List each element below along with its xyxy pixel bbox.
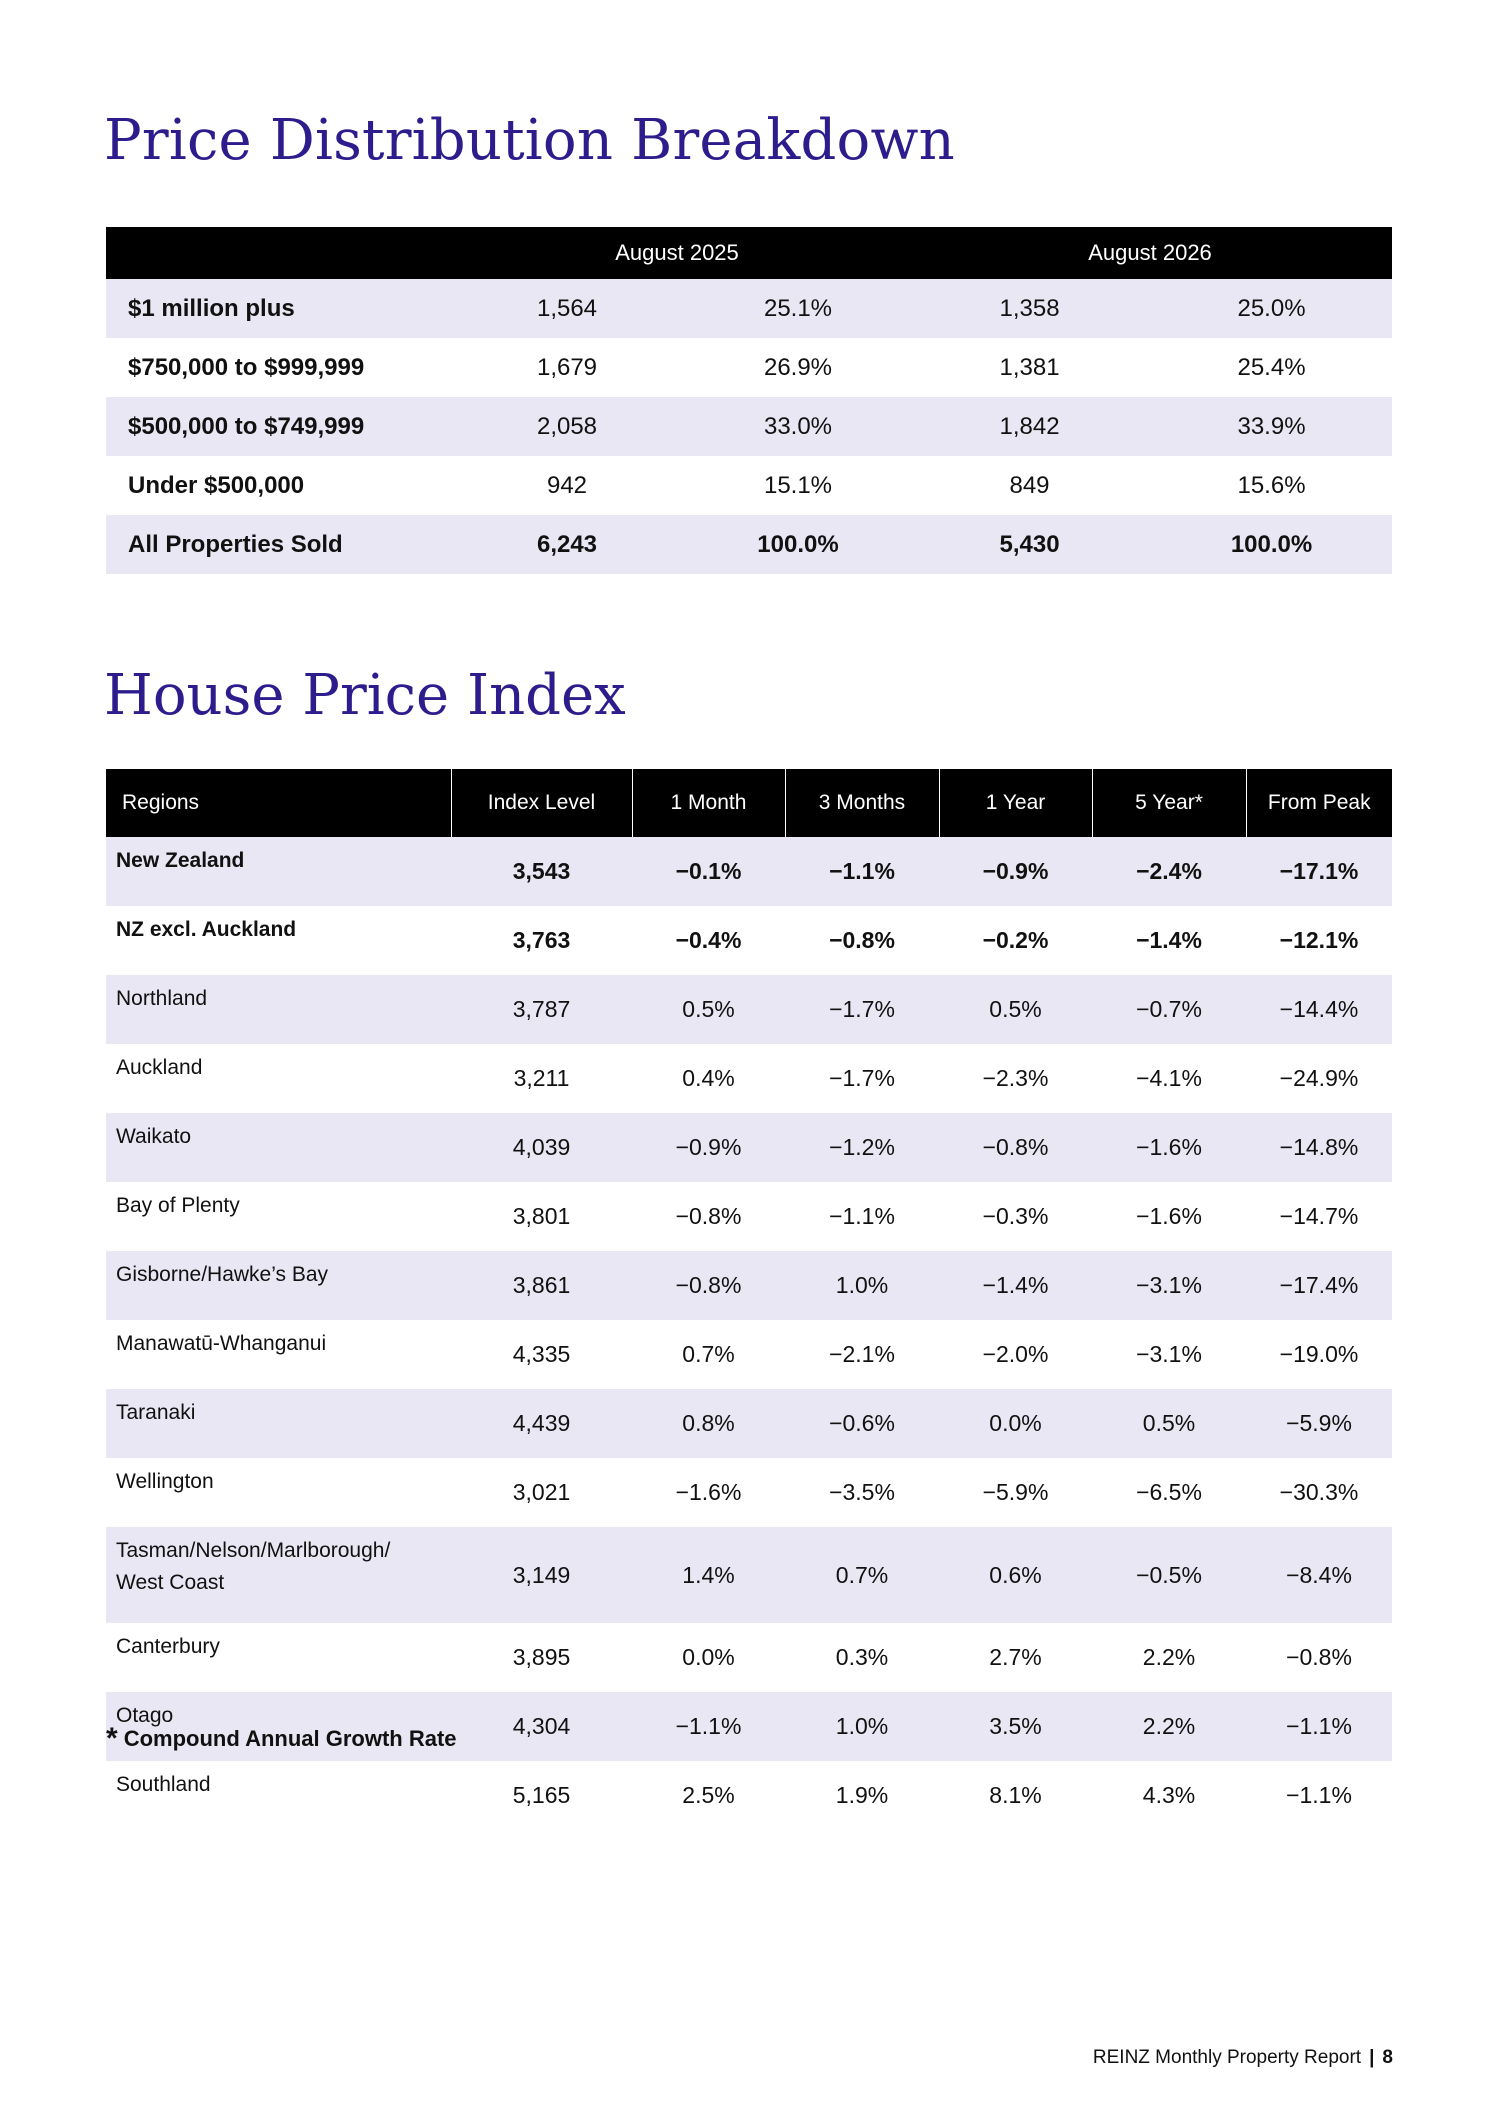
region-name-line: Bay of Plenty [116,1194,240,1217]
index-level: 4,439 [451,1389,632,1458]
share-period-1: 33.0% [688,397,908,456]
change-5-year: −6.5% [1136,1479,1202,1505]
region-name [106,837,451,906]
region-name [106,1113,451,1182]
index-level: 3,149 [451,1527,632,1623]
change-1-year: 0.5% [939,975,1092,1044]
change-5-year: −1.6% [1136,1203,1202,1229]
change-from-peak: −8.4% [1246,1527,1392,1623]
table-row [106,1251,1392,1320]
count-period-2: 1,381 [999,353,1060,381]
index-level: 4,039 [451,1113,632,1182]
change-1-month: 0.4% [682,1065,735,1091]
change-3-months: −2.1% [829,1341,895,1367]
change-1-year: 8.1% [989,1782,1042,1808]
change-from-peak: −14.7% [1279,1203,1359,1229]
share-period-2: 25.4% [1237,353,1306,381]
table-row [106,837,1392,906]
table-row [106,279,1392,338]
share-period-1: 100.0% [688,515,908,574]
change-5-year: 4.3% [1142,1782,1196,1808]
change-1-year: −0.8% [939,1113,1092,1182]
table-row [106,1527,1392,1623]
region-name-line: Auckland [116,1056,203,1079]
count-period-1: 2,058 [446,397,688,456]
index-level: 3,787 [451,975,632,1044]
change-1-year: −0.3% [982,1203,1049,1229]
index-level: 3,021 [512,1479,571,1505]
share-period-1: 26.9% [763,353,833,381]
change-1-year: −1.4% [939,1251,1092,1320]
region-name-line: Gisborne/Hawke’s Bay [116,1263,329,1286]
region-name-line: New Zealand [116,849,245,872]
region-name-line: Otago [116,1704,174,1727]
page-footer [1093,2047,1393,2069]
footnote [106,1722,457,1756]
table-row [106,1044,1392,1113]
header-1-month: 1 Month [632,769,785,837]
change-5-year: 2.2% [1092,1692,1246,1761]
share-period-1: 25.1% [688,279,908,338]
change-3-months: −1.1% [785,837,939,906]
table-row [106,515,1392,574]
table-row [106,1320,1392,1389]
index-level: 3,543 [451,837,632,906]
change-1-month: 0.7% [682,1341,735,1367]
count-period-2: 5,430 [908,515,1151,574]
change-1-year: 0.6% [939,1527,1092,1623]
change-from-peak: −5.9% [1246,1389,1392,1458]
header-3-months: 3 Months [785,769,939,837]
table-row [106,1761,1392,1830]
share-period-2: 100.0% [1151,515,1392,574]
change-3-months: 1.9% [835,1782,889,1808]
footnote-asterisk: * [106,1722,118,1755]
header-regions: Regions [106,769,451,837]
change-from-peak: −19.0% [1279,1341,1359,1367]
change-5-year: −0.7% [1092,975,1246,1044]
region-name-line-2: West Coast [116,1571,225,1594]
region-name [106,1251,451,1320]
price-band-label: Under $500,000 [128,471,305,499]
region-name-line: NZ excl. Auckland [116,918,297,941]
count-period-1: 6,243 [446,515,688,574]
index-level: 5,165 [512,1782,571,1808]
header-1-year: 1 Year [939,769,1092,837]
change-1-year: −0.2% [982,927,1049,953]
section-title-hpi: House Price Index [104,663,626,728]
footer-separator: | [1369,2047,1375,2068]
table-row [106,1623,1392,1692]
index-level: 3,861 [451,1251,632,1320]
header-from-peak: From Peak [1246,769,1392,837]
price-band-label: $750,000 to $999,999 [128,353,365,381]
table-row [106,975,1392,1044]
table-row [106,1182,1392,1251]
change-3-months: 1.0% [785,1692,939,1761]
table-row [106,397,1392,456]
change-from-peak: −14.4% [1246,975,1392,1044]
page-title: Price Distribution Breakdown [104,108,955,173]
change-from-peak: −12.1% [1279,927,1359,953]
region-name [106,975,451,1044]
change-5-year: 2.2% [1142,1644,1196,1670]
table-row [106,906,1392,975]
change-from-peak: −17.1% [1246,837,1392,906]
price-distribution-table [106,227,1392,574]
period-header-1: August 2025 [446,227,908,279]
change-1-year: 0.0% [939,1389,1092,1458]
region-name [106,1458,451,1527]
region-name [106,1527,451,1623]
period-header-2: August 2026 [908,227,1392,279]
region-name-line: Southland [116,1773,211,1796]
index-level: 3,801 [512,1203,571,1229]
footer-report-name: REINZ Monthly Property Report [1092,2047,1362,2068]
share-period-2: 33.9% [1151,397,1392,456]
count-period-2: 1,842 [908,397,1151,456]
region-name [106,1623,451,1692]
index-level: 4,335 [512,1341,571,1367]
share-period-2: 15.6% [1237,471,1306,499]
change-3-months: −1.7% [785,975,939,1044]
change-1-month: 0.5% [632,975,785,1044]
change-3-months: 1.0% [785,1251,939,1320]
region-name-line: Manawatū-Whanganui [116,1332,327,1355]
region-name [106,1320,451,1389]
region-name-line: Waikato [116,1125,192,1148]
count-period-1: 942 [546,471,588,499]
change-1-year: −2.3% [982,1065,1049,1091]
region-name-line: Wellington [116,1470,214,1493]
header-5-year: 5 Year* [1092,769,1246,837]
change-1-month: 0.0% [682,1644,735,1670]
change-1-month: −0.1% [632,837,785,906]
change-1-month: −1.6% [675,1479,742,1505]
change-3-months: −0.6% [785,1389,939,1458]
change-5-year: −0.5% [1092,1527,1246,1623]
index-level: 3,211 [513,1065,570,1091]
price-band-label: $500,000 to $749,999 [106,397,446,456]
share-period-2: 25.0% [1151,279,1392,338]
change-from-peak: −14.8% [1246,1113,1392,1182]
share-period-1: 15.1% [763,471,833,499]
change-5-year: −1.6% [1092,1113,1246,1182]
house-price-index-table [106,769,1392,1830]
change-1-month: −0.8% [632,1251,785,1320]
header-blank [106,227,446,279]
region-name-line: Canterbury [116,1635,220,1658]
index-level: 4,304 [451,1692,632,1761]
table-header-row [106,769,1392,837]
region-name [106,906,451,975]
region-name-line: Tasman/Nelson/Marlborough/ [116,1539,391,1562]
header-index-level: Index Level [451,769,632,837]
change-from-peak: −24.9% [1279,1065,1359,1091]
change-3-months: −1.2% [785,1113,939,1182]
change-1-month: 1.4% [632,1527,785,1623]
change-1-month: −0.8% [675,1203,742,1229]
change-1-year: 2.7% [989,1644,1042,1670]
change-1-month: 0.8% [632,1389,785,1458]
change-from-peak: −30.3% [1279,1479,1359,1505]
price-band-label: All Properties Sold [106,515,446,574]
index-level: 3,763 [512,927,571,953]
change-3-months: 0.7% [785,1527,939,1623]
table-row [106,1458,1392,1527]
change-1-year: 3.5% [939,1692,1092,1761]
count-period-2: 849 [1009,471,1050,499]
table-header-row [106,227,1392,279]
change-5-year: −4.1% [1136,1065,1202,1091]
change-3-months: −1.7% [829,1065,895,1091]
change-1-month: −0.4% [675,927,742,953]
change-from-peak: −17.4% [1246,1251,1392,1320]
change-1-month: −0.9% [632,1113,785,1182]
change-1-month: 2.5% [682,1782,735,1808]
region-name-line: Northland [116,987,208,1010]
count-period-2: 1,358 [908,279,1151,338]
change-from-peak: −1.1% [1246,1692,1392,1761]
count-period-1: 1,679 [536,353,598,381]
index-level: 3,895 [512,1644,571,1670]
change-1-year: −0.9% [939,837,1092,906]
region-name [106,1761,451,1830]
table-row [106,338,1392,397]
price-band-label: $1 million plus [106,279,446,338]
table-row [106,456,1392,515]
change-5-year: −2.4% [1092,837,1246,906]
page-number: 8 [1382,2047,1393,2068]
region-name-line: Taranaki [116,1401,196,1424]
change-1-year: −5.9% [982,1479,1049,1505]
count-period-1: 1,564 [446,279,688,338]
change-1-year: −2.0% [982,1341,1049,1367]
change-1-month: −1.1% [632,1692,785,1761]
change-5-year: −3.1% [1136,1341,1202,1367]
change-5-year: −3.1% [1092,1251,1246,1320]
change-3-months: −3.5% [829,1479,895,1505]
change-3-months: 0.3% [835,1644,889,1670]
table-row [106,1389,1392,1458]
table-row [106,1113,1392,1182]
change-from-peak: −0.8% [1286,1644,1352,1670]
region-name [106,1182,451,1251]
change-3-months: −0.8% [829,927,895,953]
footnote-text: Compound Annual Growth Rate [123,1726,457,1751]
change-5-year: 0.5% [1092,1389,1246,1458]
change-5-year: −1.4% [1136,927,1202,953]
region-name [106,1044,451,1113]
change-from-peak: −1.1% [1286,1782,1352,1808]
change-3-months: −1.1% [829,1203,895,1229]
region-name [106,1389,451,1458]
